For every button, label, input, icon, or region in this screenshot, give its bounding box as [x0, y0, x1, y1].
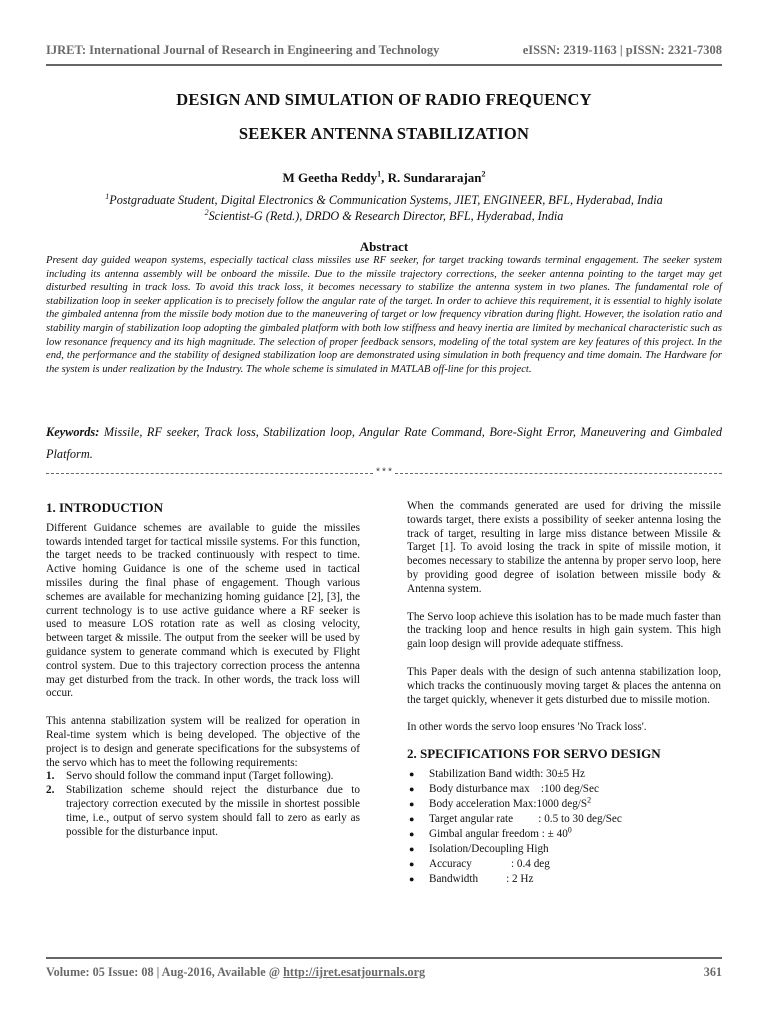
affiliation-mark: 1 — [105, 191, 110, 201]
spec-item — [407, 767, 721, 782]
affiliation-text: Postgraduate Student, Digital Electronics & Communication Systems, JIET, ENGINEER, BFL, Hyderabad, India — [109, 193, 663, 207]
spec-item — [407, 872, 721, 887]
author-name: M Geetha Reddy — [282, 170, 378, 185]
author-separator: , — [381, 170, 388, 185]
spec-text: Target angular rate : 0.5 to 30 deg/Sec — [429, 812, 622, 825]
affiliation-mark: 2 — [204, 207, 209, 217]
intro-paragraph: Different Guidance schemes are available to guide the missiles towards intended target for tactical missile systems. For this function, the target needs to be tracked continuously with respect to time. Active homing Guidance is one of the scheme used in tactical missiles during the final phase of engagement. Though various schemes are available for mechanizing homing guidance [2], [3], the current technology is to use active guidance where a RF seeker is used to measure LOS rotation rate as well as closing velocity, between target & missile. The output from the seeker will be used by guidance system to generate command which is executed by Flight control system. Due to this trajectory correction process the antenna may get disturbed from the track. In other words, the track loss will occur. — [46, 521, 360, 700]
spec-item — [407, 797, 721, 812]
spec-item — [407, 812, 721, 827]
page-number: 361 — [703, 965, 722, 979]
author-affiliation-mark: 2 — [481, 169, 486, 179]
keywords-label: Keywords: — [46, 425, 100, 439]
affiliation — [46, 193, 722, 208]
bullet-icon: ● — [409, 828, 415, 839]
body-paragraph: When the commands generated are used for driving the missile towards target, there exists a possibility of seeker antenna losing the track of target, resulting in large miss distance between Missile & Target [1]. To avoid losing the track in spite of missile motion, it becomes necessary to stabilize the antenna by proper servo loop, here by providing good degree of isolation between missile body & Antenna system. — [407, 500, 721, 595]
list-number: 2. — [46, 784, 55, 797]
spec-text: Isolation/Decoupling High — [429, 842, 549, 855]
author-name: R. Sundararajan — [387, 170, 482, 185]
section-heading-specifications: 2. SPECIFICATIONS FOR SERVO DESIGN — [407, 746, 661, 762]
spec-item — [407, 842, 721, 857]
specifications-list — [407, 767, 721, 887]
journal-header — [46, 40, 722, 62]
dashed-rule — [46, 473, 373, 474]
bullet-icon: ● — [409, 858, 415, 869]
spec-text: Stabilization Band width: 30±5 Hz — [429, 767, 585, 780]
bullet-icon: ● — [409, 843, 415, 854]
journal-name: IJRET: International Journal of Research in Engineering and Technology — [46, 43, 440, 57]
dashed-rule — [395, 473, 722, 474]
section-separator — [46, 466, 722, 480]
header-divider — [46, 64, 722, 66]
spec-text: Gimbal angular freedom : ± 40 — [429, 827, 568, 840]
requirement-item — [46, 770, 360, 784]
journal-issn: eISSN: 2319-1163 | pISSN: 2321-7308 — [522, 43, 722, 57]
spec-item — [407, 857, 721, 872]
body-paragraph: In other words the servo loop ensures 'No Track loss'. — [407, 721, 647, 734]
spec-item — [407, 827, 721, 842]
paper-title-line-2: SEEKER ANTENNA STABILIZATION — [238, 124, 530, 143]
spec-text: Bandwidth : 2 Hz — [429, 872, 534, 885]
right-column — [407, 500, 721, 887]
bullet-icon: ● — [409, 768, 415, 779]
keywords-text: Missile, RF seeker, Track loss, Stabilization loop, Angular Rate Command, Bore-Sight Error, Maneuvering and Gimbaled Platform. — [46, 425, 722, 461]
footer-divider — [46, 957, 722, 959]
body-paragraph: The Servo loop achieve this isolation has to be made much faster than the tracking loop and hence results in high gain system. This high gain loop design will provide adequate stiffness. — [407, 610, 721, 651]
author-list — [46, 170, 722, 186]
spec-text: Body acceleration Max:1000 deg/S — [429, 797, 588, 810]
left-column — [46, 501, 360, 839]
body-paragraph: This Paper deals with the design of such antenna stabilization loop, which tracks the continuously moving target & places the antenna on the target quickly, whenever it gets disturbed due to missile motion. — [407, 665, 721, 706]
intro-paragraph: This antenna stabilization system will be realized for operation in Real-time system which is being developed. The objective of the project is to design and generate specifications for the subsystems of the servo which has to meet the following requirements: — [46, 715, 360, 769]
keywords — [46, 421, 722, 465]
bullet-icon: ● — [409, 873, 415, 884]
spec-text: Accuracy : 0.4 deg — [429, 857, 550, 870]
footer-volume-info: Volume: 05 Issue: 08 | Aug-2016, Available @ — [46, 965, 284, 979]
spec-item — [407, 782, 721, 797]
requirement-text: Servo should follow the command input (Target following). — [66, 770, 334, 783]
author-affiliation-mark: 1 — [377, 169, 382, 179]
journal-url-link[interactable]: http://ijret.esatjournals.org — [283, 965, 426, 979]
spec-superscript: 2 — [587, 795, 592, 805]
spec-text: Body disturbance max :100 deg/Sec — [429, 782, 599, 795]
section-heading-introduction: 1. INTRODUCTION — [46, 500, 164, 515]
requirement-text: Stabilization scheme should reject the disturbance due to trajectory correction executed by the missile in shortest possible time, i.e., output of servo system should fall to zero as early as possible for the disturbance input. — [66, 784, 360, 838]
paper-title-line-1: DESIGN AND SIMULATION OF RADIO FREQUENCY — [176, 90, 592, 109]
requirements-list — [46, 770, 360, 839]
bullet-icon: ● — [409, 783, 415, 794]
list-number: 1. — [46, 770, 55, 783]
spec-superscript: 0 — [567, 825, 572, 835]
bullet-icon: ● — [409, 813, 415, 824]
bullet-icon: ● — [409, 798, 415, 809]
affiliation — [46, 209, 722, 224]
separator-stars: *** — [375, 467, 394, 479]
abstract-text: Present day guided weapon systems, especially tactical class missiles use RF seeker, for target tracking towards terminal engagement. The seeker system including its antenna assembly will be onboard the missile. Due to the missile trajectory corrections, the seeker antenna pointing to the target may get disturbed resulting in track loss. To avoid this track loss, it becomes necessary to stabilize the antenna system in two planes. The fundamental role of stabilization loop in seeker application is to precisely follow the angular rate of the target. In order to achieve this requirement, it is essential to highly isolate the gimbaled antenna from the missile body motion due to the maneuvering of target or low frequency vibration during flight. However, the isolation ratio and stability margin of stabilization loop adopting the gimbaled platform with both low stiffness and heavy inertia are limited by mechanical characteristic such as low resonance frequency and its high magnitude. The selection of proper feedback sensors, modeling of the total system are key features of this project. In the end, the performance and the stability of designed stabilization loop are demonstrated using simulation in both frequency and time domain. The Hardware for the system is under realization by the Industry. The whole scheme is simulated in MATLAB off-line for this project. — [46, 255, 722, 375]
requirement-item — [46, 784, 360, 839]
page-footer — [46, 965, 722, 980]
affiliation-text: Scientist-G (Retd.), DRDO & Research Director, BFL, Hyderabad, India — [208, 209, 564, 223]
abstract-heading: Abstract — [359, 239, 409, 254]
